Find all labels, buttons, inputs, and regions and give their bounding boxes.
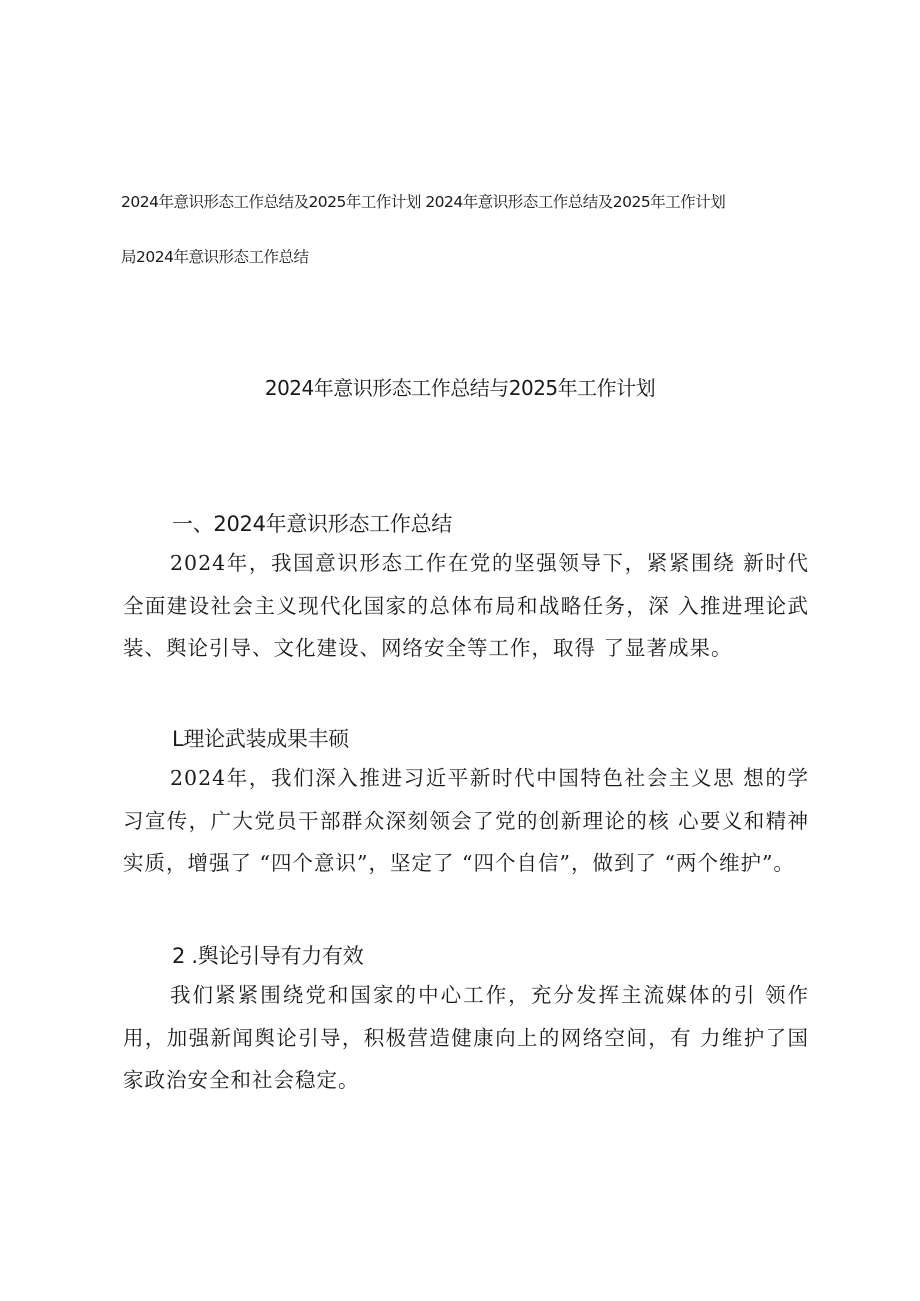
- section-heading-2: L理论武装成果丰硕: [172, 727, 349, 751]
- section-paragraph-2: 2024年，我们深入推进习近平新时代中国特色社会主义思 想的学习宣传，广大党员干部群众深刻领会了党的创新理论的核 心要义和精神实质，增强了 “四个意识”，坚定了 “四个自信”，做到了 “两个维护”。: [123, 766, 809, 875]
- section-heading-1: 一、2024年意识形态工作总结: [172, 512, 452, 536]
- section-paragraph-1: 2024年，我国意识形态工作在党的坚强领导下，紧紧围绕 新时代全面建设社会主义现代化国家的总体布局和战略任务，深 入推进理论武装、舆论引导、文化建设、网络安全等工作，取得 了显著成果。: [123, 551, 809, 660]
- section-paragraph-3: 我们紧紧围绕党和国家的中心工作，充分发挥主流媒体的引 领作用，加强新闻舆论引导，积极营造健康向上的网络空间，有 力维护了国家政治安全和社会稳定。: [123, 983, 809, 1092]
- section-heading-3: 2 .舆论引导有力有效: [172, 944, 364, 968]
- toc-line-1: 2024年意识形态工作总结及2025年工作计划 2024年意识形态工作总结及2025年工作计划: [121, 193, 726, 211]
- toc-line-2: 局2024年意识形态工作总结: [121, 248, 309, 266]
- document-title: 2024年意识形态工作总结与2025年工作计划: [264, 376, 656, 400]
